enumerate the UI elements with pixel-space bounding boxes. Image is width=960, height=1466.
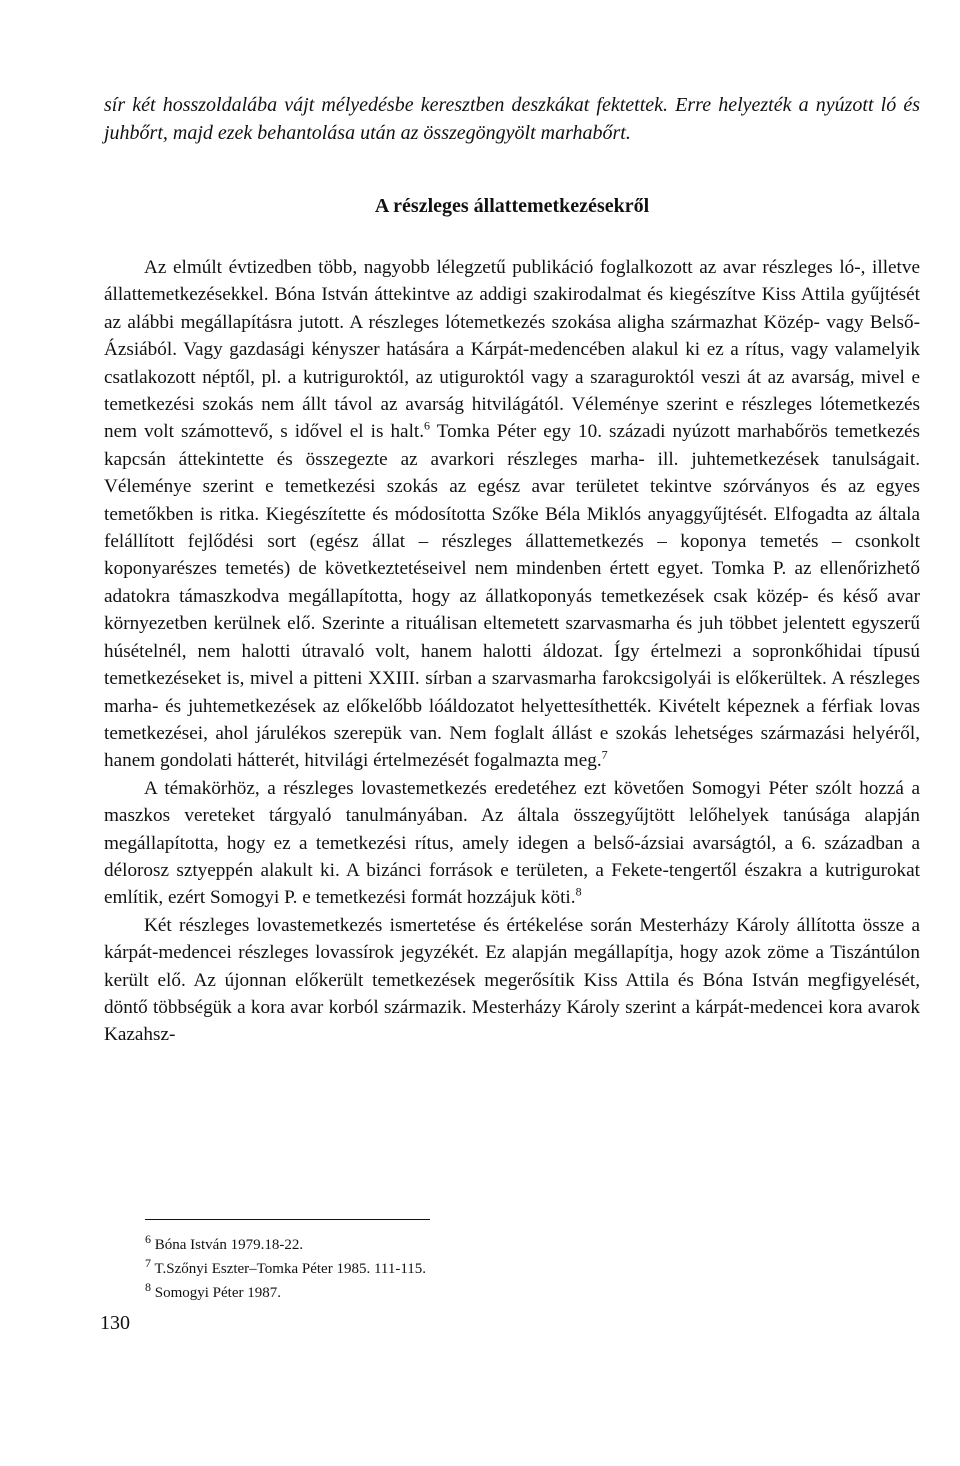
paragraph-1-continued: Tomka Péter egy 10. századi nyúzott marhabőrös temetkezés kapcsán áttekintette és összegezte az avarkori részleges marha- ill. juhtemetkezések tanulságait. Véleménye szerint e temetkezési szokás az egész avar területet tekintve szórványos és az egyes temetőkben is ritka. Kiegészítette és módosította Szőke Béla Miklós anyaggyűjtését. Elfogadta az általa felállított fejlődési sort (egész állat – részleges állattemetkezés – koponya temetés – csonkolt koponyarészes temetés) de következtetéseivel nem mindenben értett egyet. Tomka P. az ellenőrizhető adatokra támaszkodva megállapította, hogy az állatkoponyás temetkezések csak közép- és késő avar környezetben kerülnek elő. Szerinte a rituálisan eltemetett szarvasmarha és juh többet jelentett egyszerű húsételnél, nem halotti útravaló volt, hanem halotti áldozat. Így értelmezi a sopronkőhidai típusú temetkezéseket is, mivel a pitteni XXIII. sírban a szarvasmarha farokcsigolyái is előkerültek. A részleges marha- és juhtemetkezések az előkelőbb lóáldozatot helyettesíthették. Kivételt képeznek a férfiak lovas temetkezései, ahol járulékos szerepük van. Nem foglalt állást e szokás lehetséges származási helyéről, hanem gondolati hátterét, hitvilági értelmezését fogalmazta meg. xyxy=(104,421,920,772)
paragraph-2-text: A témakörhöz, a részleges lovastemetkezés eredetéhez ezt követően Somogyi Péter szólt hozzá a maszkos vereteket tárgyaló tanulmányában. Az általa összegyűjtött lelőhelyek tanúsága alapján megállapította, hogy ez a temetkezési rítus, amely idegen a belső-ázsiai avarságtól, a 6. században a délorosz sztyeppén alakult ki. A bizánci források e területen, a Fekete-tengertől északra a kutrigurokat említik, ezért Somogyi P. e temetkezési formát hozzájuk köti. xyxy=(104,777,920,909)
footnote-ref-7[interactable]: 7 xyxy=(601,747,608,762)
footnote-divider xyxy=(145,1219,430,1220)
footnote-number: 6 xyxy=(145,1232,151,1246)
paragraph-1-text: Az elmúlt évtizedben több, nagyobb lélegzetű publikáció foglalkozott az avar részleges ló-, illetve állattemetkezésekkel. Bóna István áttekintve az addigi szakirodalmat és kiegészítve Kiss Attila gyűjtését az alábbi megállapításra jutott. A részleges lótemetkezés szokása aligha származhat Közép- vagy Belső-Ázsiából. Vagy gazdasági kényszer hatására a Kárpát-medencében alakul ki ez a rítus, vagy valamelyik csatlakozott néptől, pl. a kutriguroktól, az utiguroktól vagy a szaraguroktól veszi át az avarság, mivel e temetkezési szokás nem állt távol az avarság hitvilágától. Véleménye szerint e részleges lótemetkezés nem volt számottevő, s idővel el is halt. xyxy=(104,257,920,443)
footnote-number: 7 xyxy=(145,1256,151,1270)
footnote-6 xyxy=(145,1233,645,1257)
page-number: 130 xyxy=(100,1312,130,1334)
section-heading: A részleges állattemetkezésekről xyxy=(374,195,650,217)
footnote-text: T.Szőnyi Eszter–Tomka Péter 1985. 111-115. xyxy=(154,1261,427,1277)
footnote-ref-8[interactable]: 8 xyxy=(575,884,582,899)
footnote-7 xyxy=(145,1257,645,1281)
paragraph-1 xyxy=(104,254,920,775)
footnote-ref-6[interactable]: 6 xyxy=(424,419,431,434)
footnote-8 xyxy=(145,1281,645,1305)
footnote-text: Somogyi Péter 1987. xyxy=(154,1285,281,1301)
body-text xyxy=(104,254,920,1049)
footnote-text: Bóna István 1979.18-22. xyxy=(154,1237,304,1253)
paragraph-3 xyxy=(104,912,920,1049)
intro-paragraph: sír két hosszoldalába vájt mélyedésbe keresztben deszkákat fektettek. Erre helyezték a nyúzott ló és juhbőrt, majd ezek behantolása után az összegöngyölt marhabőrt. xyxy=(104,94,920,144)
paragraph-3-text: Két részleges lovastemetkezés ismertetése és értékelése során Mesterházy Károly állította össze a kárpát-medencei részleges lovassírok jegyzékét. Ez alapján megállapítja, hogy azok zöme a Tiszántúlon került elő. Az újonnan előkerült temetkezések megerősítik Kiss Attila és Bóna István megfigyelését, döntő többségük a kora avar korból származik. Mesterházy Károly szerint a kárpát-medencei kora avarok Kazahsz- xyxy=(104,914,920,1046)
footnote-number: 8 xyxy=(145,1280,151,1294)
footnotes xyxy=(145,1233,645,1305)
paragraph-2 xyxy=(104,775,920,912)
